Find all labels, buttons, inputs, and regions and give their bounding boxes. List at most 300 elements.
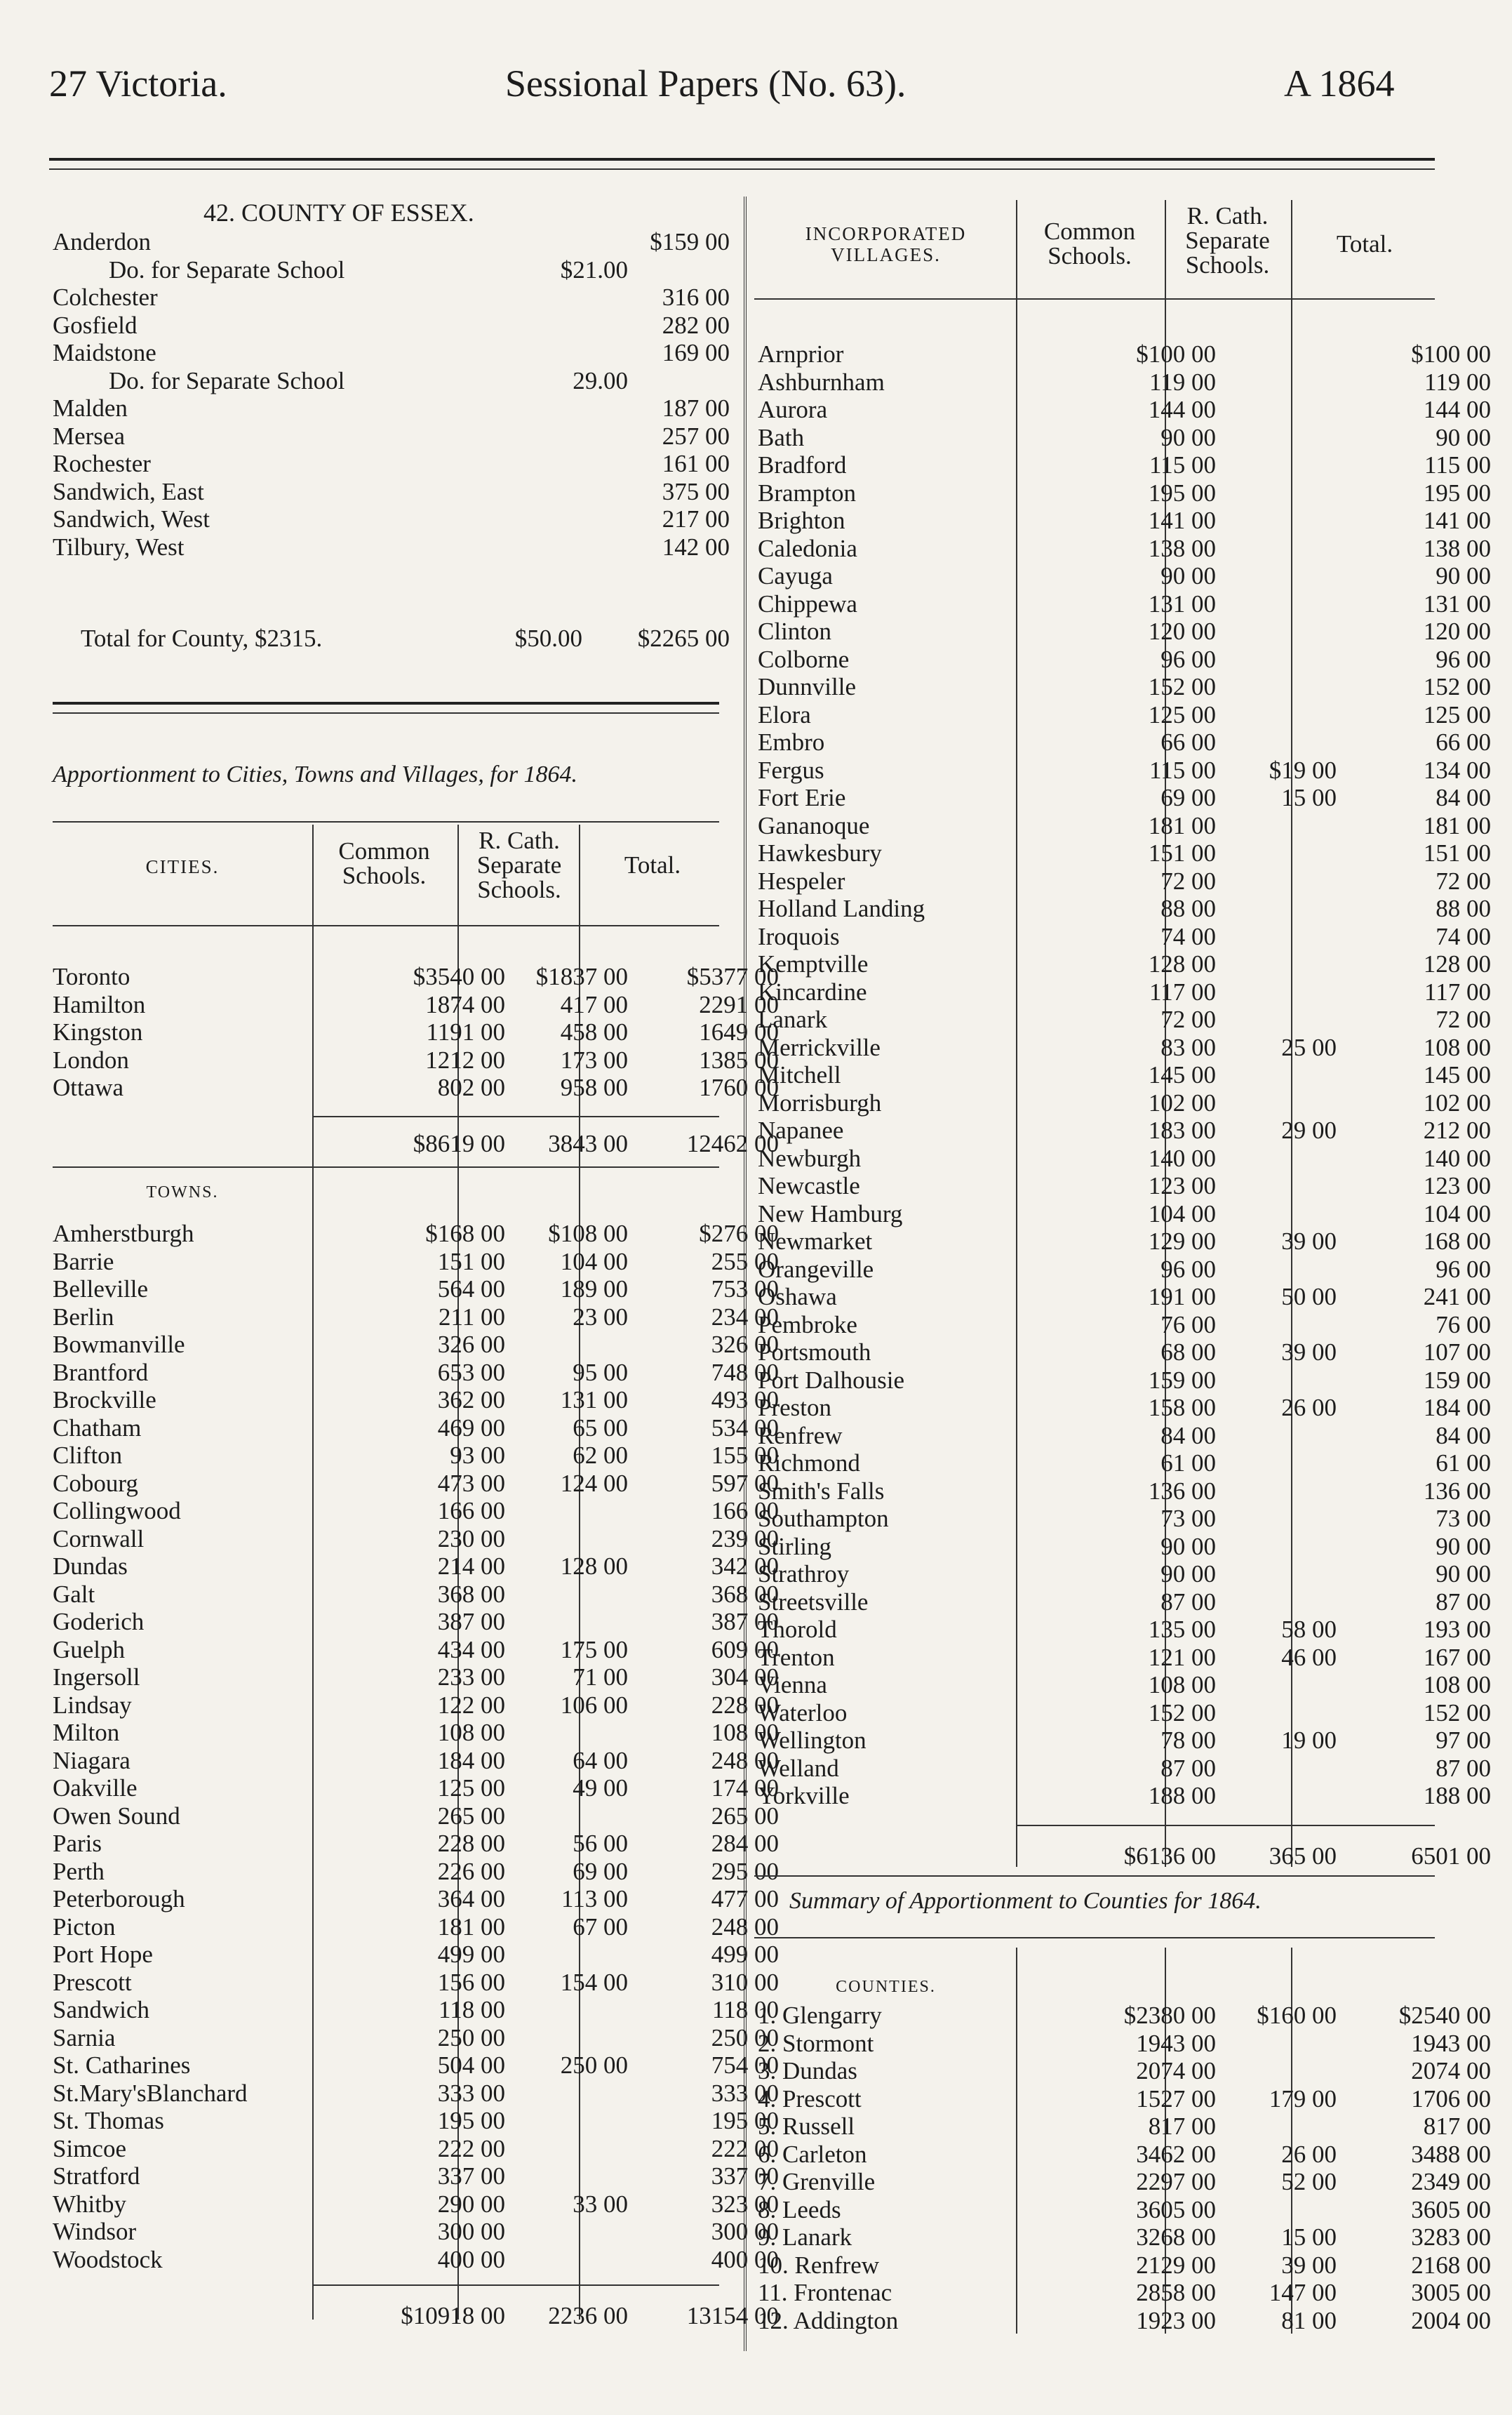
village-row — [758, 922, 1491, 951]
village-row — [758, 978, 1491, 1006]
village-common: 140 00 — [1148, 1144, 1216, 1172]
village-row — [758, 479, 1491, 507]
village-row — [758, 423, 1491, 452]
village-common: 123 00 — [1148, 1172, 1216, 1199]
county-total: 1943 00 — [1411, 2029, 1491, 2057]
village-total: 151 00 — [1423, 839, 1491, 867]
village-common: 181 00 — [1148, 811, 1216, 839]
village-total: 117 00 — [1424, 978, 1491, 1006]
village-row — [758, 1421, 1491, 1450]
town-row — [53, 1635, 779, 1664]
county-rc: 15 00 — [1281, 2223, 1337, 2251]
village-total: 144 00 — [1423, 396, 1491, 423]
town-common: 156 00 — [437, 1968, 505, 1996]
county-name: 11. Frontenac — [758, 2279, 892, 2306]
village-total: 76 00 — [1436, 1310, 1491, 1338]
village-common: 73 00 — [1160, 1505, 1216, 1532]
town-name: Sarnia — [53, 2023, 116, 2051]
town-row — [53, 1220, 779, 1248]
village-total: 152 00 — [1423, 673, 1491, 700]
city-name: Kingston — [53, 1018, 143, 1046]
village-name: Newcastle — [758, 1172, 860, 1199]
village-common: 96 00 — [1160, 1255, 1216, 1283]
city-row — [53, 963, 779, 991]
city-total: 1760 00 — [699, 1074, 779, 1101]
villages-total-common: $6136 00 — [1123, 1842, 1216, 1870]
town-total: 239 00 — [711, 1524, 779, 1552]
town-total: 284 00 — [711, 1830, 779, 1857]
town-name: Niagara — [53, 1746, 131, 1774]
town-rc: 71 00 — [573, 1663, 628, 1691]
counties-header: COUNTIES. — [836, 1978, 936, 1996]
essex-row — [53, 312, 733, 340]
town-row — [53, 1941, 779, 1969]
town-total: $276 00 — [699, 1220, 779, 1247]
town-rc: 128 00 — [560, 1552, 628, 1580]
town-row — [53, 1331, 779, 1359]
town-name: Brockville — [53, 1386, 156, 1413]
town-rc: 62 00 — [573, 1442, 628, 1469]
village-common: 68 00 — [1160, 1338, 1216, 1366]
town-common: 469 00 — [437, 1413, 505, 1442]
village-row — [758, 1782, 1491, 1810]
town-total: 118 00 — [712, 1996, 779, 2023]
village-name: Welland — [758, 1754, 839, 1782]
cities-total-rc: 3843 00 — [548, 1130, 628, 1157]
city-row — [53, 1046, 779, 1075]
town-rc: 67 00 — [573, 1912, 628, 1941]
village-common: 83 00 — [1160, 1033, 1216, 1061]
town-row — [53, 2218, 779, 2246]
county-total: $2540 00 — [1398, 2002, 1491, 2029]
county-common: 2858 00 — [1136, 2279, 1216, 2306]
essex-row — [53, 505, 733, 533]
village-name: Portsmouth — [758, 1338, 871, 1366]
essex-rule-2 — [53, 712, 719, 714]
town-row — [53, 1996, 779, 2024]
town-common: 400 00 — [437, 2245, 505, 2273]
village-common: 131 00 — [1148, 590, 1216, 618]
essex-row-amount: 282 00 — [662, 311, 730, 339]
village-common: 74 00 — [1160, 922, 1216, 950]
village-total: 74 00 — [1436, 922, 1491, 950]
village-common: 76 00 — [1160, 1310, 1216, 1338]
village-row — [758, 1006, 1491, 1034]
village-total: 84 00 — [1436, 1421, 1491, 1449]
village-row — [758, 1310, 1491, 1339]
village-row — [758, 867, 1491, 896]
town-name: Goderich — [53, 1608, 145, 1635]
village-common: 102 00 — [1148, 1089, 1216, 1117]
village-rc: 29 00 — [1281, 1117, 1337, 1144]
town-total: 753 00 — [711, 1275, 779, 1303]
village-row — [758, 1754, 1491, 1783]
village-total: 96 00 — [1436, 645, 1491, 673]
town-total: 597 00 — [711, 1469, 779, 1497]
county-common: 1923 00 — [1136, 2306, 1216, 2334]
town-row — [53, 1691, 779, 1719]
town-name: Prescott — [53, 1968, 132, 1996]
essex-row-amount: 217 00 — [662, 505, 730, 533]
city-total: 1385 00 — [699, 1046, 779, 1074]
essex-row-name: Sandwich, West — [53, 505, 210, 533]
county-row — [758, 2002, 1491, 2030]
town-total: 304 00 — [711, 1663, 779, 1691]
town-common: 125 00 — [437, 1774, 505, 1802]
town-row — [53, 1469, 779, 1498]
town-common: 166 00 — [437, 1497, 505, 1524]
village-name: Smith's Falls — [758, 1477, 885, 1505]
village-name: Stirling — [758, 1532, 832, 1560]
village-row — [758, 1449, 1491, 1477]
county-rc: 147 00 — [1269, 2279, 1337, 2306]
village-total: 128 00 — [1423, 950, 1491, 978]
towns-total-total: 13154 00 — [686, 2302, 779, 2329]
town-name: Ingersoll — [53, 1663, 140, 1691]
village-row — [758, 451, 1491, 479]
town-name: Simcoe — [53, 2134, 126, 2162]
town-row — [53, 2245, 779, 2274]
city-rc: 417 00 — [560, 990, 628, 1018]
town-name: Lindsay — [53, 1691, 132, 1719]
essex-title: 42. COUNTY OF ESSEX. — [203, 199, 474, 227]
village-row — [758, 1117, 1491, 1145]
village-common: 72 00 — [1160, 867, 1216, 895]
county-common: 2074 00 — [1136, 2057, 1216, 2084]
village-total: 120 00 — [1423, 618, 1491, 645]
village-total: 193 00 — [1423, 1616, 1491, 1643]
town-name: Stratford — [53, 2162, 140, 2190]
town-row — [53, 1303, 779, 1331]
county-row — [758, 2029, 1491, 2058]
villages-total-rule — [1016, 1825, 1435, 1826]
town-total: 493 00 — [711, 1386, 779, 1413]
village-common: 61 00 — [1160, 1449, 1216, 1477]
town-common: 300 00 — [437, 2218, 505, 2245]
village-name: Preston — [758, 1394, 831, 1421]
village-row — [758, 1643, 1491, 1672]
village-common: 144 00 — [1148, 396, 1216, 423]
town-common: 222 00 — [437, 2134, 505, 2162]
village-name: Bradford — [758, 451, 847, 479]
village-total: 138 00 — [1423, 534, 1491, 562]
county-total: 3488 00 — [1411, 2140, 1491, 2168]
county-rc: $160 00 — [1257, 2002, 1337, 2029]
village-common: 90 00 — [1160, 562, 1216, 590]
town-row — [53, 1413, 779, 1442]
village-row — [758, 1366, 1491, 1395]
village-total: 107 00 — [1423, 1338, 1491, 1366]
town-row — [53, 1912, 779, 1941]
village-total: 72 00 — [1436, 1006, 1491, 1033]
town-rc: 113 00 — [561, 1885, 628, 1912]
town-name: St. Catharines — [53, 2051, 191, 2079]
town-common: 362 00 — [437, 1386, 505, 1413]
village-common: 72 00 — [1160, 1006, 1216, 1033]
county-total: 2168 00 — [1411, 2251, 1491, 2279]
village-name: Richmond — [758, 1449, 860, 1477]
town-total: 499 00 — [711, 1941, 779, 1968]
village-total: 123 00 — [1423, 1172, 1491, 1199]
essex-total-sub: $50.00 — [514, 625, 582, 652]
village-rc: 15 00 — [1281, 784, 1337, 811]
village-common: 90 00 — [1160, 1560, 1216, 1588]
town-row — [53, 1358, 779, 1387]
village-total: 88 00 — [1436, 895, 1491, 922]
essex-row-amount: 169 00 — [662, 339, 730, 366]
village-name: Waterloo — [758, 1698, 848, 1727]
village-common: 152 00 — [1148, 1698, 1216, 1727]
village-total: 181 00 — [1423, 811, 1491, 839]
essex-row — [53, 450, 733, 478]
county-rc: 179 00 — [1269, 2084, 1337, 2113]
county-common: 3268 00 — [1136, 2223, 1216, 2251]
town-name: St. Thomas — [53, 2107, 164, 2134]
towns-total-row — [53, 2302, 779, 2330]
county-total: 3005 00 — [1411, 2279, 1491, 2306]
county-name: 9. Lanark — [758, 2223, 852, 2251]
village-row — [758, 618, 1491, 646]
village-total: 96 00 — [1436, 1255, 1491, 1283]
village-rc: 50 00 — [1281, 1283, 1337, 1310]
town-name: Whitby — [53, 2190, 126, 2218]
city-common: 1191 00 — [426, 1018, 505, 1046]
town-row — [53, 1386, 779, 1414]
county-total: 1706 00 — [1411, 2084, 1491, 2113]
village-common: 84 00 — [1160, 1421, 1216, 1449]
town-common: 230 00 — [437, 1524, 505, 1552]
village-row — [758, 590, 1491, 618]
essex-row-amount: 187 00 — [662, 394, 730, 422]
essex-row — [53, 478, 733, 506]
village-name: Caledonia — [758, 534, 857, 562]
cities-bottom-rule — [53, 1166, 719, 1168]
village-total: 108 00 — [1423, 1033, 1491, 1061]
village-name: Vienna — [758, 1671, 827, 1698]
county-name: 1. Glengarry — [758, 2002, 882, 2029]
town-common: 228 00 — [437, 1830, 505, 1857]
towns-total-rule — [312, 2284, 719, 2286]
village-row — [758, 1061, 1491, 1089]
essex-row-name: Gosfield — [53, 311, 138, 339]
village-row — [758, 895, 1491, 923]
village-common: 145 00 — [1148, 1061, 1216, 1089]
village-common: 88 00 — [1160, 895, 1216, 922]
village-row — [758, 1144, 1491, 1173]
essex-row-amount: 142 00 — [662, 533, 730, 561]
village-name: Hawkesbury — [758, 839, 882, 867]
village-total: 84 00 — [1436, 784, 1491, 811]
village-total: 87 00 — [1436, 1754, 1491, 1782]
town-row — [53, 2134, 779, 2163]
village-total: 90 00 — [1436, 1560, 1491, 1588]
essex-total-label: Total for County, $2315. — [81, 625, 323, 652]
county-total: 3605 00 — [1411, 2195, 1491, 2223]
header-left: 27 Victoria. — [49, 62, 227, 105]
villages-total-row — [758, 1842, 1491, 1870]
common-col-header: Common Schools. — [338, 837, 430, 889]
village-rc: 25 00 — [1281, 1033, 1337, 1061]
village-row — [758, 1394, 1491, 1422]
county-row — [758, 2251, 1491, 2280]
village-name: Kincardine — [758, 978, 867, 1006]
town-row — [53, 1497, 779, 1525]
village-name: Oshawa — [758, 1283, 837, 1310]
village-total: 212 00 — [1423, 1117, 1491, 1144]
village-row — [758, 1199, 1491, 1228]
county-row — [758, 2057, 1491, 2085]
town-common: 504 00 — [437, 2051, 505, 2079]
town-row — [53, 1774, 779, 1802]
village-common: 78 00 — [1160, 1727, 1216, 1754]
village-total: 90 00 — [1436, 562, 1491, 590]
village-total: 72 00 — [1436, 867, 1491, 895]
town-total: 108 00 — [711, 1719, 779, 1746]
village-total: 87 00 — [1436, 1588, 1491, 1616]
town-name: Cornwall — [53, 1524, 145, 1552]
village-common: 120 00 — [1148, 618, 1216, 645]
town-name: Amherstburgh — [53, 1220, 194, 1247]
town-row — [53, 2107, 779, 2135]
village-total: 134 00 — [1423, 756, 1491, 784]
village-common: 159 00 — [1148, 1366, 1216, 1394]
village-row — [758, 756, 1491, 785]
summary-rule — [754, 1937, 1435, 1938]
essex-row — [53, 256, 733, 284]
town-total: 754 00 — [711, 2051, 779, 2079]
village-name: Wellington — [758, 1727, 867, 1754]
town-common: 333 00 — [437, 2079, 505, 2107]
town-common: 434 00 — [437, 1635, 505, 1663]
town-name: Clifton — [53, 1442, 123, 1469]
village-name: Dunnville — [758, 673, 856, 700]
town-total: 326 00 — [711, 1331, 779, 1358]
village-common: 183 00 — [1148, 1117, 1216, 1144]
header-rule-2 — [49, 168, 1435, 170]
town-rc: 189 00 — [560, 1275, 628, 1303]
town-total: 195 00 — [711, 2107, 779, 2134]
town-row — [53, 1802, 779, 1830]
essex-row — [53, 284, 733, 312]
village-row — [758, 1033, 1491, 1062]
village-name: Merrickville — [758, 1033, 881, 1061]
village-total: $100 00 — [1411, 340, 1491, 368]
town-common: 473 00 — [437, 1469, 505, 1497]
village-name: Aurora — [758, 396, 828, 423]
essex-row-amount: 257 00 — [662, 422, 730, 450]
town-total: 265 00 — [711, 1802, 779, 1830]
county-common: 1527 00 — [1136, 2084, 1216, 2113]
towns-list — [53, 1220, 779, 2273]
village-row — [758, 784, 1491, 812]
county-name: 3. Dundas — [758, 2057, 857, 2084]
town-total: 255 00 — [711, 1247, 779, 1275]
town-rc: 64 00 — [573, 1746, 628, 1774]
essex-row — [53, 394, 733, 423]
village-total: 145 00 — [1423, 1061, 1491, 1089]
village-common: 87 00 — [1160, 1754, 1216, 1782]
town-row — [53, 1275, 779, 1303]
town-common: 337 00 — [437, 2162, 505, 2190]
city-name: Toronto — [53, 963, 131, 990]
essex-rule — [53, 702, 719, 705]
town-row — [53, 1663, 779, 1691]
villages-col-header: INCORPORATED VILLAGES. — [805, 223, 967, 265]
town-total: 323 00 — [711, 2190, 779, 2218]
village-total: 97 00 — [1436, 1727, 1491, 1754]
county-total: 2074 00 — [1411, 2057, 1491, 2084]
cities-header-rule — [53, 925, 719, 926]
town-row — [53, 2162, 779, 2190]
town-rc: 56 00 — [573, 1830, 628, 1857]
town-common: 151 00 — [437, 1247, 505, 1275]
village-row — [758, 1671, 1491, 1699]
essex-row-amount: 161 00 — [662, 450, 730, 477]
village-name: Embro — [758, 729, 825, 756]
essex-row-name: Colchester — [53, 284, 158, 311]
village-row — [758, 645, 1491, 674]
village-row — [758, 1698, 1491, 1727]
city-rc: $1837 00 — [535, 963, 628, 990]
header-rule — [49, 158, 1435, 161]
towns-header: TOWNS. — [146, 1183, 219, 1202]
town-total: 174 00 — [711, 1774, 779, 1802]
village-total: 184 00 — [1423, 1394, 1491, 1421]
village-total: 108 00 — [1423, 1671, 1491, 1698]
county-total: 2349 00 — [1411, 2168, 1491, 2195]
village-total: 195 00 — [1423, 479, 1491, 507]
town-total: 387 00 — [711, 1608, 779, 1635]
village-common: 69 00 — [1160, 784, 1216, 811]
village-name: Bath — [758, 423, 805, 451]
village-name: Lanark — [758, 1006, 828, 1033]
county-common: 817 00 — [1148, 2113, 1216, 2140]
village-total: 61 00 — [1436, 1449, 1491, 1477]
village-row — [758, 1588, 1491, 1616]
county-row — [758, 2113, 1491, 2141]
county-row — [758, 2168, 1491, 2196]
town-name: Windsor — [53, 2218, 137, 2245]
town-common: 122 00 — [437, 1691, 505, 1719]
town-row — [53, 2023, 779, 2052]
city-total: $5377 00 — [686, 963, 779, 990]
village-total: 141 00 — [1423, 507, 1491, 534]
county-name: 6. Carleton — [758, 2140, 867, 2168]
city-common: 1874 00 — [425, 990, 505, 1018]
county-common: $2380 00 — [1123, 2002, 1216, 2029]
essex-row-name: Maidstone — [53, 339, 156, 366]
cities-total-common: $8619 00 — [413, 1130, 505, 1157]
town-total: 368 00 — [711, 1580, 779, 1608]
village-row — [758, 507, 1491, 535]
village-name: Streetsville — [758, 1588, 869, 1616]
county-common: 3605 00 — [1136, 2195, 1216, 2223]
village-name: Kemptville — [758, 950, 869, 978]
villages-bottom-rule — [754, 1875, 1435, 1877]
villages-total-rc: 365 00 — [1269, 1842, 1337, 1870]
town-rc: 154 00 — [560, 1968, 628, 1996]
town-total: 300 00 — [711, 2218, 779, 2245]
village-row — [758, 534, 1491, 563]
village-row — [758, 340, 1491, 368]
town-row — [53, 2051, 779, 2080]
village-total: 119 00 — [1424, 368, 1491, 396]
town-row — [53, 1857, 779, 1886]
county-total: 2004 00 — [1411, 2306, 1491, 2334]
villages-total-header: Total. — [1336, 230, 1393, 258]
village-name: Fort Erie — [758, 784, 846, 811]
village-common: 136 00 — [1148, 1477, 1216, 1505]
